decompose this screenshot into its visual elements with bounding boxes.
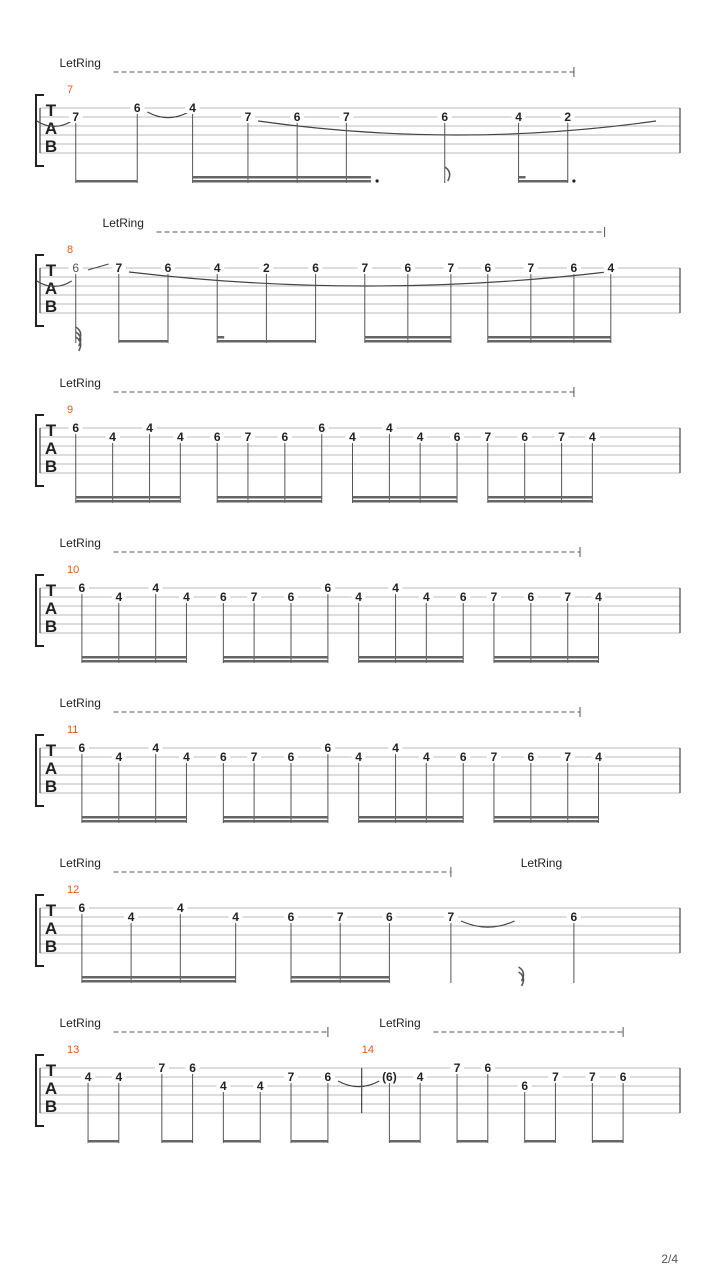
tab-clef-letter: T (45, 421, 57, 440)
note-beam (359, 660, 464, 663)
tab-system (36, 856, 680, 986)
note-beam (494, 820, 599, 823)
tab-clef-letter: A (44, 119, 58, 138)
note-beam (359, 816, 464, 819)
let-ring-label: LetRing (102, 216, 144, 230)
fret-number: 7 (158, 1061, 166, 1075)
fret-number: (6) (382, 1070, 397, 1084)
tab-clef-letter: T (45, 1061, 57, 1080)
tab-clef-letter: B (44, 297, 58, 316)
fret-number: 4 (176, 901, 184, 915)
fret-number: 6 (484, 1061, 492, 1075)
let-ring-label: LetRing (59, 696, 101, 710)
fret-number: 7 (250, 590, 258, 604)
note-beam (592, 1140, 623, 1143)
measure-number: 13 (67, 1044, 80, 1056)
fret-number: 6 (324, 1070, 332, 1084)
fret-number: 6 (570, 261, 578, 275)
duration-dot (376, 179, 379, 182)
tab-clef-letter: T (45, 101, 57, 120)
note-beam (217, 340, 315, 343)
tab-clef-letter: B (44, 137, 58, 156)
tab-clef-letter: B (44, 1097, 58, 1116)
fret-number: 7 (336, 910, 344, 924)
fret-number: 6 (324, 581, 332, 595)
page-number: 2/4 (661, 1252, 678, 1266)
fret-number: 4 (422, 750, 430, 764)
fret-number: 6 (213, 430, 221, 444)
note-beam (223, 660, 328, 663)
note-beam (488, 500, 593, 503)
tab-system (36, 216, 680, 351)
note-beam (488, 340, 611, 343)
tab-clef-letter: A (44, 919, 58, 938)
fret-number: 7 (115, 261, 123, 275)
fret-number: 4 (115, 750, 123, 764)
fret-number: 4 (589, 430, 596, 444)
note-beam (494, 656, 599, 659)
fret-number: 7 (343, 110, 350, 124)
fret-number: 6 (619, 1070, 627, 1084)
tab-system (36, 696, 680, 823)
fret-number: 6 (220, 750, 227, 764)
tab-clef-letter: T (45, 901, 57, 920)
fret-number: 4 (213, 261, 221, 275)
fret-number: 6 (287, 590, 295, 604)
fret-number: 4 (152, 581, 160, 595)
note-beam (494, 816, 599, 819)
tab-system (36, 1016, 680, 1143)
fret-number: 4 (595, 590, 602, 604)
fret-number: 7 (527, 261, 535, 275)
note-beam (353, 500, 458, 503)
fret-number: 4 (84, 1070, 92, 1084)
note-beam (82, 980, 236, 983)
note-beam (353, 496, 458, 499)
let-ring-label: LetRing (59, 56, 101, 70)
note-beam (389, 1140, 420, 1143)
measure-number: 14 (361, 1044, 374, 1056)
note-beam (82, 660, 187, 663)
note-flag (445, 167, 450, 181)
let-ring-label: LetRing (59, 536, 101, 550)
fret-number: 7 (484, 430, 492, 444)
note-beam (291, 980, 389, 983)
note-beam (494, 660, 599, 663)
fret-number: 6 (133, 101, 141, 115)
tie-arc (258, 121, 656, 135)
fret-number: 7 (244, 430, 252, 444)
note-beam (291, 976, 389, 979)
fret-number: 6 (441, 110, 449, 124)
note-beam (82, 820, 187, 823)
tab-clef-letter: T (45, 741, 57, 760)
note-beam-partial (217, 336, 224, 339)
tab-system (36, 56, 680, 183)
fret-number: 4 (183, 590, 190, 604)
fret-number: 6 (287, 750, 295, 764)
fret-number: 4 (422, 590, 430, 604)
note-beam (519, 180, 568, 183)
fret-number: 6 (484, 261, 492, 275)
fret-number: 4 (607, 261, 615, 275)
fret-number: 4 (416, 1070, 424, 1084)
tab-system (36, 376, 680, 503)
note-beam (223, 656, 328, 659)
fret-number: 4 (176, 430, 184, 444)
fret-number: 6 (404, 261, 412, 275)
note-beam-partial (519, 176, 526, 179)
let-ring-label: LetRing (59, 856, 101, 870)
fret-number: 6 (386, 910, 393, 924)
fret-number: 4 (146, 421, 153, 435)
tab-clef-letter: A (44, 279, 58, 298)
let-ring-label: LetRing (520, 856, 563, 870)
fret-number: 7 (244, 110, 252, 124)
fret-number: 6 (527, 590, 535, 604)
fret-number: 7 (558, 430, 565, 444)
fret-number: 7 (490, 750, 498, 764)
tab-clef-letter: B (44, 937, 58, 956)
note-beam (76, 496, 181, 499)
fret-number: 7 (250, 750, 258, 764)
fret-number: 7 (552, 1070, 559, 1084)
note-beam (193, 176, 371, 179)
tab-clef-letter: A (44, 759, 58, 778)
fret-number: 6 (78, 581, 86, 595)
fret-number: 7 (287, 1070, 295, 1084)
tab-clef-letter: B (44, 777, 58, 796)
fret-number: 7 (453, 1061, 461, 1075)
fret-number: 6 (72, 261, 80, 275)
note-beam (82, 976, 236, 979)
measure-number: 7 (67, 84, 74, 96)
fret-number: 6 (72, 421, 80, 435)
tab-clef-letter: A (44, 439, 58, 458)
fret-number: 7 (447, 261, 455, 275)
tab-clef-letter: A (44, 1079, 58, 1098)
tab-clef-letter: T (45, 581, 57, 600)
note-beam (359, 820, 464, 823)
fret-number: 2 (263, 261, 270, 275)
note-beam (76, 180, 138, 183)
fret-number: 7 (564, 750, 572, 764)
measure-number: 10 (67, 564, 80, 576)
fret-number: 4 (109, 430, 116, 444)
tab-clef-letter: A (44, 599, 58, 618)
fret-number: 7 (564, 590, 572, 604)
note-beam (488, 336, 611, 339)
fret-number: 4 (515, 110, 522, 124)
fret-number: 4 (127, 910, 135, 924)
fret-number: 4 (392, 741, 399, 755)
fret-number: 6 (189, 1061, 196, 1075)
fret-number: 6 (459, 590, 467, 604)
fret-number: 6 (453, 430, 461, 444)
fret-number: 4 (152, 741, 160, 755)
tab-system (36, 536, 680, 663)
fret-number: 4 (355, 750, 362, 764)
fret-number: 7 (589, 1070, 596, 1084)
let-ring-label: LetRing (379, 1016, 421, 1030)
measure-number: 9 (67, 404, 74, 416)
note-beam (291, 1140, 328, 1143)
let-ring-label: LetRing (59, 376, 101, 390)
fret-number: 6 (527, 750, 535, 764)
tab-clef-letter: B (44, 457, 58, 476)
fret-number: 4 (220, 1079, 227, 1093)
measure-number: 11 (67, 724, 79, 736)
note-beam (223, 816, 328, 819)
note-beam (457, 1140, 488, 1143)
note-beam (88, 1140, 119, 1143)
fret-number: 6 (287, 910, 295, 924)
fret-number: 4 (189, 101, 196, 115)
duration-dot (572, 179, 575, 182)
measure-number: 12 (67, 884, 80, 896)
measure-number: 8 (67, 244, 74, 256)
fret-number: 4 (392, 581, 399, 595)
note-beam (76, 500, 181, 503)
note-beam (359, 656, 464, 659)
note-beam (193, 180, 371, 183)
fret-number: 6 (78, 741, 86, 755)
fret-number: 4 (183, 750, 190, 764)
note-beam (82, 816, 187, 819)
note-beam (365, 340, 451, 343)
fret-number: 6 (521, 1079, 529, 1093)
note-beam (488, 496, 593, 499)
tab-clef-letter: T (45, 261, 57, 280)
note-beam (223, 820, 328, 823)
fret-number: 7 (490, 590, 498, 604)
note-beam (162, 1140, 193, 1143)
fret-number: 4 (355, 590, 362, 604)
note-beam (217, 500, 322, 503)
fret-number: 6 (570, 910, 578, 924)
fret-number: 6 (459, 750, 467, 764)
fret-number: 6 (281, 430, 289, 444)
fret-number: 6 (78, 901, 86, 915)
fret-number: 6 (164, 261, 172, 275)
fret-number: 7 (361, 261, 369, 275)
fret-number: 6 (324, 741, 332, 755)
note-beam (525, 1140, 556, 1143)
fret-number: 2 (564, 110, 572, 124)
fret-number: 6 (293, 110, 301, 124)
fret-number: 4 (349, 430, 356, 444)
fret-number: 4 (595, 750, 602, 764)
let-ring-label: LetRing (59, 1016, 101, 1030)
fret-number: 6 (312, 261, 319, 275)
note-beam (217, 496, 322, 499)
note-beam (223, 1140, 260, 1143)
fret-number: 6 (318, 421, 326, 435)
fret-number: 4 (256, 1079, 264, 1093)
note-beam (119, 340, 168, 343)
fret-number: 6 (220, 590, 227, 604)
tab-clef-letter: B (44, 617, 58, 636)
fret-number: 4 (232, 910, 239, 924)
fret-number: 7 (447, 910, 455, 924)
fret-number: 4 (115, 1070, 123, 1084)
note-beam (365, 336, 451, 339)
slide-line (88, 264, 109, 270)
fret-number: 7 (72, 110, 80, 124)
fret-number: 4 (416, 430, 424, 444)
fret-number: 4 (115, 590, 123, 604)
fret-number: 6 (521, 430, 529, 444)
note-beam (82, 656, 187, 659)
fret-number: 4 (386, 421, 393, 435)
